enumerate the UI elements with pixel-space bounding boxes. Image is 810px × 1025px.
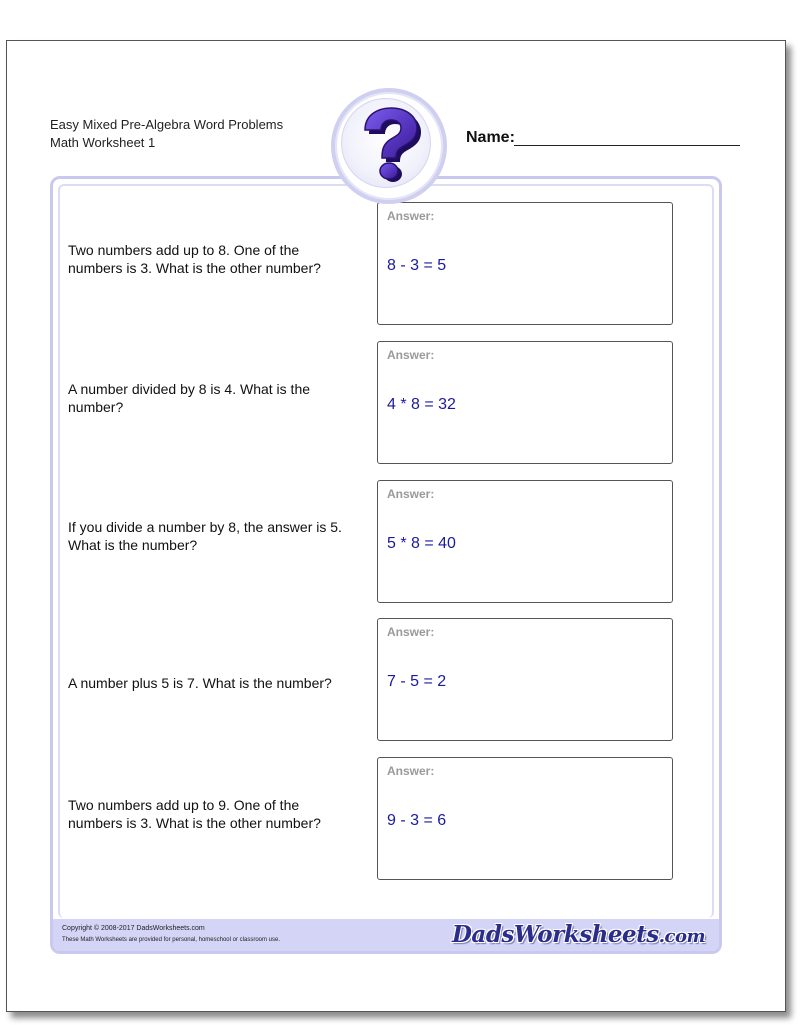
brand-suffix: .com xyxy=(658,926,705,947)
answer-text: 7 - 5 = 2 xyxy=(387,673,447,690)
answer-label: Answer: xyxy=(387,764,435,778)
brand-logo xyxy=(452,921,705,948)
problem-question: Two numbers add up to 9. One of the numbers is 3. What is the other number? xyxy=(68,797,321,831)
footer-copyright: Copyright © 2008-2017 DadsWorksheets.com xyxy=(62,925,205,932)
answer-text: 5 * 8 = 40 xyxy=(387,535,456,552)
name-field[interactable] xyxy=(514,145,740,146)
answer-label: Answer: xyxy=(387,487,435,501)
footer-note: These Math Worksheets are provided for personal, homeschool or classroom use. xyxy=(62,937,280,943)
answer-text: 4 * 8 = 32 xyxy=(387,396,456,413)
answer-box[interactable] xyxy=(377,341,673,464)
worksheet-subtitle: Math Worksheet 1 xyxy=(50,135,156,150)
problem-question: If you divide a number by 8, the answer is 5. What is the number? xyxy=(68,519,342,553)
answer-box[interactable] xyxy=(377,618,673,741)
problem-question: A number divided by 8 is 4. What is the number? xyxy=(68,381,311,415)
answer-box[interactable] xyxy=(377,757,673,880)
answer-label: Answer: xyxy=(387,209,435,223)
problem-question: A number plus 5 is 7. What is the number? xyxy=(68,675,332,691)
footer-band xyxy=(53,919,719,951)
brand-name: DadsWorksheets xyxy=(451,921,659,948)
answer-label: Answer: xyxy=(387,625,435,639)
problem-question: Two numbers add up to 8. One of the numbers is 3. What is the other number? xyxy=(68,242,321,276)
answer-text: 8 - 3 = 5 xyxy=(387,257,447,274)
answer-label: Answer: xyxy=(387,348,435,362)
logo-badge xyxy=(331,88,447,204)
answer-box[interactable] xyxy=(377,202,673,325)
answer-text: 9 - 3 = 6 xyxy=(387,812,447,829)
answer-box[interactable] xyxy=(377,480,673,603)
worksheet-title: Easy Mixed Pre-Algebra Word Problems xyxy=(50,117,284,132)
question-mark-icon xyxy=(351,106,427,186)
name-label: Name: xyxy=(466,129,515,146)
